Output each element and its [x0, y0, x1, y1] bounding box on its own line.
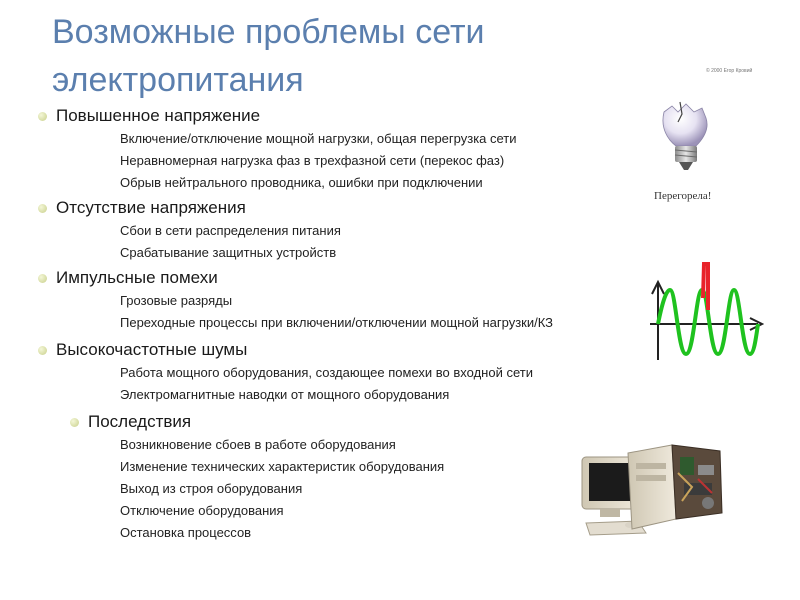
bullet-row	[38, 338, 533, 362]
list-item: Работа мощного оборудования, создающее помехи во входной сети	[120, 365, 533, 380]
section-heading: Отсутствие напряжения	[56, 198, 246, 217]
system-unit-icon	[628, 445, 676, 529]
section-overvoltage	[38, 104, 517, 194]
burnt-bulb-icon	[650, 100, 720, 180]
exposed-internals	[672, 445, 722, 519]
list-item: Включение/отключение мощной нагрузки, общая перегрузка сети	[120, 131, 517, 146]
section-heading: Высокочастотные шумы	[56, 340, 248, 359]
list-item: Возникновение сбоев в работе оборудования	[120, 437, 396, 452]
list-item: Обрыв нейтрального проводника, ошибки при подключении	[120, 175, 483, 190]
bullet-dot-icon	[70, 418, 79, 427]
bullet-row	[70, 410, 444, 434]
impulse-wave-graph	[646, 258, 764, 368]
bullet-row	[38, 104, 517, 128]
section-heading: Последствия	[88, 412, 192, 431]
list-item: Изменение технических характеристик оборудования	[120, 459, 445, 474]
section-heading: Повышенное напряжение	[56, 106, 261, 125]
broken-computer-image	[580, 443, 735, 543]
bullet-dot-icon	[38, 274, 47, 283]
slide-title	[52, 8, 652, 104]
list-item: Остановка процессов	[120, 525, 252, 540]
bulb-copyright: © 2000 Егор Кровий	[706, 68, 753, 74]
list-item: Выход из строя оборудования	[120, 481, 303, 496]
bullet-dot-icon	[38, 112, 47, 121]
list-item: Срабатывание защитных устройств	[120, 245, 337, 260]
list-item: Сбои в сети распределения питания	[120, 223, 341, 238]
list-item: Грозовые разряды	[120, 293, 233, 308]
list-item: Электромагнитные наводки от мощного оборудования	[120, 387, 450, 402]
bullet-row	[38, 196, 341, 220]
monitor-screen	[589, 463, 633, 501]
title-line-1: Возможные проблемы сети	[52, 13, 485, 51]
title-line-2: электропитания	[52, 61, 304, 99]
bulb-caption: Перегорела!	[654, 190, 712, 202]
section-consequences	[70, 410, 444, 544]
list-item: Неравномерная нагрузка фаз в трехфазной сети (перекос фаз)	[120, 153, 505, 168]
bullet-row	[38, 266, 553, 290]
list-item: Переходные процессы при включении/отключении мощной нагрузки/КЗ	[120, 315, 554, 330]
list-item: Отключение оборудования	[120, 503, 284, 518]
section-hf-noise	[38, 338, 533, 406]
bullet-dot-icon	[38, 204, 47, 213]
section-heading: Импульсные помехи	[56, 268, 218, 287]
section-impulse-noise	[38, 266, 553, 334]
section-no-voltage	[38, 196, 341, 264]
bullet-dot-icon	[38, 346, 47, 355]
